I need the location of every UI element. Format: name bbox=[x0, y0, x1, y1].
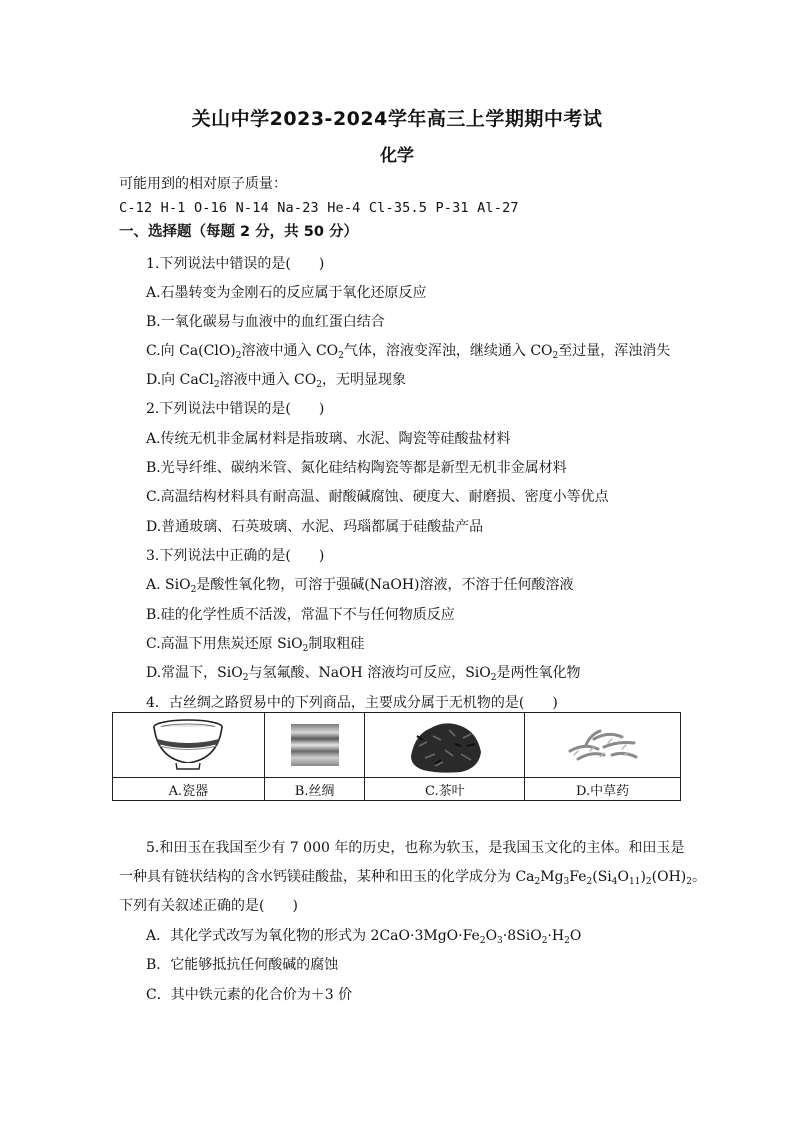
q2-option-b: B.光导纤维、碳纳米管、氮化硅结构陶瓷等都是新型无机非金属材料 bbox=[146, 460, 567, 476]
q1-option-d: D.向 CaCl$_2$溶液中通入 $CO_2$，无明显现象 bbox=[146, 372, 406, 390]
q5-option-a: A．其化学式改写为氧化物的形式为 $2CaO\cdot 3MgO\cdot Fe_2O_3\cdot 8SiO_2\cdot H_2O$ bbox=[146, 928, 582, 946]
q5-option-c: C．其中铁元素的化合价为＋3 价 bbox=[146, 987, 353, 1003]
q4-image-cell-b bbox=[264, 713, 365, 778]
atomic-mass-values: C-12 H-1 O-16 N-14 Na-23 He-4 Cl-35.5 P-31 Al-27 bbox=[119, 200, 519, 216]
q4-stem: 4．古丝绸之路贸易中的下列商品，主要成分属于无机物的是( ) bbox=[146, 695, 558, 711]
q4-option-d: D.中草药 bbox=[525, 778, 681, 801]
q1-option-c: C.向 $Ca(ClO)_2$溶液中通入 $CO_2$气体，溶液变浑浊，继续通入 $CO_2$至过量，浑浊消失 bbox=[146, 343, 671, 361]
q4-options-table bbox=[112, 712, 681, 801]
q1-stem: 1.下列说法中错误的是( ) bbox=[146, 256, 325, 272]
q5-stem-line3: 下列有关叙述正确的是( ) bbox=[119, 898, 298, 914]
q4-option-c: C.茶叶 bbox=[365, 778, 525, 801]
q2-option-a: A.传统无机非金属材料是指玻璃、水泥、陶瓷等硅酸盐材料 bbox=[146, 431, 511, 447]
tea-leaves-icon bbox=[405, 716, 485, 774]
q4-option-b: B.丝绸 bbox=[264, 778, 365, 801]
q3-stem: 3.下列说法中正确的是( ) bbox=[146, 548, 325, 564]
herbal-medicine-icon bbox=[564, 721, 642, 769]
section-title: 一、选择题（每题 2 分，共 50 分） bbox=[119, 224, 358, 240]
q5-stem-line1: 5.和田玉在我国至少有 7 000 年的历史，也称为软玉，是我国玉文化的主体。和田玉是 bbox=[146, 840, 685, 856]
q4-image-cell-d bbox=[525, 713, 681, 778]
exam-title: 关山中学2023-2024学年高三上学期期中考试 bbox=[191, 108, 603, 130]
q3-option-b: B.硅的化学性质不活泼，常温下不与任何物质反应 bbox=[146, 607, 455, 623]
q5-option-b: B．它能够抵抗任何酸碱的腐蚀 bbox=[146, 957, 339, 973]
q2-stem: 2.下列说法中错误的是( ) bbox=[146, 401, 325, 417]
exam-subject: 化学 bbox=[380, 146, 414, 166]
q3-option-a: A. SiO$_2$是酸性氧化物，可溶于强碱(NaOH)溶液，不溶于任何酸溶液 bbox=[146, 577, 574, 595]
silk-icon bbox=[290, 723, 340, 767]
q2-option-d: D.普通玻璃、石英玻璃、水泥、玛瑙都属于硅酸盐产品 bbox=[146, 519, 484, 535]
q3-option-c: C.高温下用焦炭还原 SiO$_2$制取粗硅 bbox=[146, 636, 365, 654]
q5-stem-line2: 一种具有链状结构的含水钙镁硅酸盐，某种和田玉的化学成分为 $Ca_2Mg_3Fe_2(Si_4O_{11})_2(OH)_2$。 bbox=[119, 869, 707, 887]
porcelain-bowl-icon bbox=[150, 717, 226, 773]
q4-image-cell-a bbox=[113, 713, 265, 778]
atomic-mass-intro: 可能用到的相对原子质量： bbox=[119, 176, 287, 192]
q3-option-d: D.常温下，SiO$_2$与氢氟酸、NaOH 溶液均可反应，SiO$_2$是两性氧化物 bbox=[146, 665, 581, 683]
q1-option-b: B.一氧化碳易与血液中的血红蛋白结合 bbox=[146, 314, 385, 330]
q1-option-a: A.石墨转变为金刚石的反应属于氧化还原反应 bbox=[146, 285, 427, 301]
q2-option-c: C.高温结构材料具有耐高温、耐酸碱腐蚀、硬度大、耐磨损、密度小等优点 bbox=[146, 489, 609, 505]
q4-option-a: A.瓷器 bbox=[113, 778, 265, 801]
q4-image-cell-c bbox=[365, 713, 525, 778]
